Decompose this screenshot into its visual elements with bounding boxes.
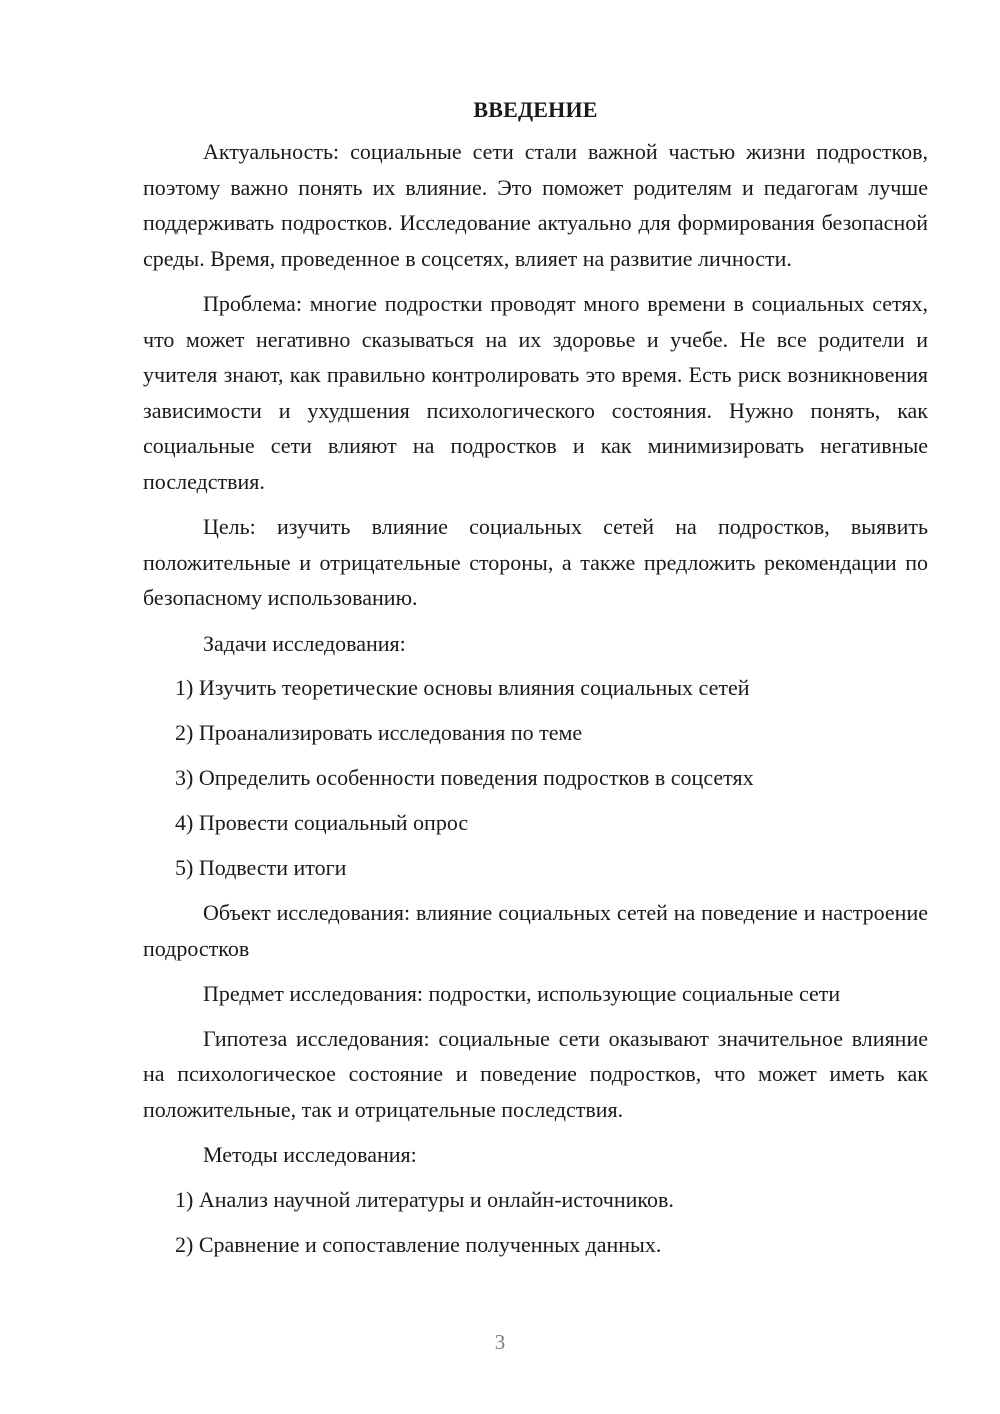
list-item: 1) Изучить теоретические основы влияния социальных сетей bbox=[175, 675, 750, 700]
relevance-paragraph: Актуальность: социальные сети стали важной частью жизни подростков, поэтому важно понять их влияние. Это поможет родителям и педагогам лучше поддерживать подростков. Исследование актуально для формирования безопасной среды. Время, проведенное в соцсетях, влияет на развитие личности. bbox=[143, 139, 928, 271]
subject-paragraph: Предмет исследования: подростки, использующие социальные сети bbox=[203, 981, 841, 1006]
goal-paragraph: Цель: изучить влияние социальных сетей на подростков, выявить положительные и отрицательные стороны, а также предложить рекомендации по безопасному использованию. bbox=[143, 514, 928, 610]
hypothesis-paragraph: Гипотеза исследования: социальные сети оказывают значительное влияние на психологическое состояние и поведение подростков, что может иметь как положительные, так и отрицательные последствия. bbox=[143, 1025, 928, 1122]
methods-heading: Методы исследования: bbox=[203, 1142, 417, 1167]
page-title: ВВЕДЕНИЕ bbox=[473, 97, 598, 122]
tasks-list bbox=[143, 670, 928, 886]
list-item: 4) Провести социальный опрос bbox=[175, 810, 469, 835]
list-item: 5) Подвести итоги bbox=[175, 855, 347, 880]
methods-list bbox=[143, 1182, 928, 1263]
list-item: 2) Сравнение и сопоставление полученных данных. bbox=[175, 1231, 662, 1257]
page-number: 3 bbox=[494, 1330, 506, 1354]
list-item: 3) Определить особенности поведения подростков в соцсетях bbox=[175, 765, 754, 790]
list-item: 1) Анализ научной литературы и онлайн-источников. bbox=[175, 1186, 674, 1212]
list-item: 2) Проанализировать исследования по теме bbox=[175, 720, 583, 745]
object-paragraph: Объект исследования: влияние социальных сетей на поведение и настроение подростков bbox=[143, 900, 928, 961]
tasks-heading: Задачи исследования: bbox=[203, 630, 406, 656]
document-page bbox=[143, 92, 928, 1272]
problem-paragraph: Проблема: многие подростки проводят много времени в социальных сетях, что может негативно сказываться на их здоровье и учебе. Не все родители и учителя знают, как правильно контролировать это время. Есть риск возникновения зависимости и ухудшения психологического состояния. Нужно понять, как социальные сети влияют на подростков и как минимизировать негативные последствия. bbox=[143, 291, 928, 494]
